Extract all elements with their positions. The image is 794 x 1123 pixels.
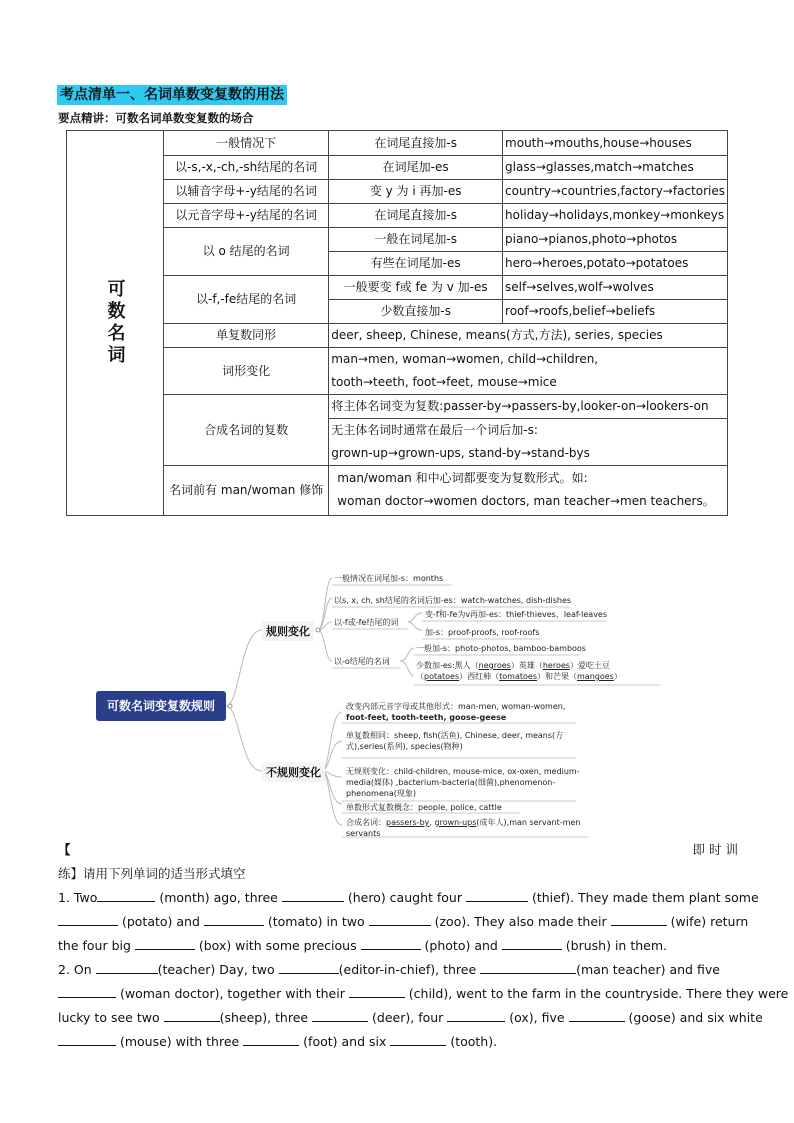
node-f-sub2: 加-s：proof-proofs, roof-roofs	[425, 628, 540, 637]
content-cell: deer, sheep, Chinese, means(方式,方法), series, species	[329, 324, 728, 348]
case-cell: 名词前有 man/woman 修饰	[164, 466, 329, 516]
table-row	[67, 276, 728, 300]
case-cell: 以-f,-fe结尾的名词	[164, 276, 329, 324]
answer-blank[interactable]	[502, 935, 562, 950]
table-row	[67, 395, 728, 419]
answer-blank[interactable]	[204, 911, 264, 926]
answer-blank[interactable]	[569, 1007, 625, 1022]
category-cell	[67, 131, 164, 516]
branch-regular: 规则变化	[262, 621, 314, 641]
exercise-title: 练】请用下列单词的适当形式填空	[58, 866, 246, 881]
node-plural: 单数形式复数概念：people, police, cattle	[346, 803, 502, 812]
section-title: 考点清单一、名词单数变复数的用法	[57, 85, 287, 105]
answer-blank[interactable]	[361, 935, 421, 950]
case-cell: 以元音字母+-y结尾的名词	[164, 204, 329, 228]
node-compound: 合成名词：passers-by, grown-ups(成年人),man servant-men servants	[346, 818, 581, 838]
answer-blank[interactable]	[390, 1031, 446, 1046]
content-cell: woman doctor→women doctors, man teacher→men teachers。	[329, 490, 728, 513]
answer-blank[interactable]	[243, 1031, 299, 1046]
example-cell: roof→roofs,belief→beliefs	[503, 300, 728, 324]
rule-cell: 在词尾加-es	[329, 156, 503, 180]
case-cell: 以 o 结尾的名词	[164, 228, 329, 276]
case-cell: 以辅音字母+-y结尾的名词	[164, 180, 329, 204]
table-row	[67, 324, 728, 348]
example-cell: country→countries,factory→factories	[503, 180, 728, 204]
answer-blank[interactable]	[164, 1007, 220, 1022]
content-cell: 无主体名词时通常在最后一个词后加-s:	[329, 419, 728, 443]
rule-cell: 少数直接加-s	[329, 300, 503, 324]
answer-blank[interactable]	[135, 935, 195, 950]
answer-blank[interactable]	[466, 887, 528, 902]
content-cell: man→men, woman→women, child→children,	[329, 348, 728, 372]
rule-cell: 在词尾直接加-s	[329, 131, 503, 156]
rule-cell: 变 y 为 i 再加-es	[329, 180, 503, 204]
content-cell: grown-up→grown-ups, stand-by→stand-bys	[329, 442, 728, 466]
content-cell: man/woman 和中心词都要变为复数形式。如:	[329, 466, 728, 491]
rule-cell: 有些在词尾加-es	[329, 252, 503, 276]
node-f-sub1: 变-f和-fe为v再加-es：thief-thieves，leaf-leaves	[425, 610, 608, 619]
content-cell	[329, 513, 728, 516]
node-o-sub2: 少数加-es:黑人（negroes）英雄（heroes）爱吃土豆 （potatoes）西红柿（tomatoes）和芒果（mangoes）	[416, 661, 622, 681]
table-row	[67, 466, 728, 491]
answer-blank[interactable]	[58, 911, 118, 926]
example-cell: piano→pianos,photo→photos	[503, 228, 728, 252]
answer-blank[interactable]	[279, 959, 339, 974]
node-none: 无规则变化：child-children, mouse-mice, ox-oxen, medium- media(媒体) ,bacterium-bacteria(细菌),phenomenon- phenomena(现象)	[346, 767, 580, 798]
branch-irregular: 不规则变化	[262, 762, 325, 782]
exercise-heading	[58, 838, 738, 862]
case-cell: 一般情况下	[164, 131, 329, 156]
answer-blank[interactable]	[369, 911, 431, 926]
rule-cell: 一般要变 f或 fe 为 v 加-es	[329, 276, 503, 300]
rule-cell: 一般在词尾加-s	[329, 228, 503, 252]
table-row	[67, 180, 728, 204]
answer-blank[interactable]	[447, 1007, 505, 1022]
answer-blank[interactable]	[58, 1031, 116, 1046]
node-f-label: 以-f或-fe结尾的词	[334, 618, 399, 627]
table-row	[67, 131, 728, 156]
case-cell: 合成名词的复数	[164, 395, 329, 466]
case-cell: 单复数同形	[164, 324, 329, 348]
category-label: 可数名词	[104, 279, 126, 367]
example-cell: glass→glasses,match→matches	[503, 156, 728, 180]
node-o-label: 以-o结尾的名词	[334, 657, 390, 666]
answer-blank[interactable]	[97, 887, 155, 902]
example-cell: holiday→holidays,monkey→monkeys	[503, 204, 728, 228]
rule-cell: 在词尾直接加-s	[329, 204, 503, 228]
question-1: 1. Two (month) ago, three (hero) caught four (thief). They made them plant some (potato) and (tomato) in two (zoo). They also made their (wife) return the four big (box) with some precious (photo) and (brush) in them.	[58, 886, 738, 958]
answer-blank[interactable]	[611, 911, 667, 926]
table-row	[67, 204, 728, 228]
case-cell: 以-s,-x,-ch,-sh结尾的名词	[164, 156, 329, 180]
exercise-title-right: 即 时 训	[692, 842, 738, 857]
table-row	[67, 348, 728, 372]
mindmap-root: 可数名词变复数规则	[96, 691, 226, 721]
answer-blank[interactable]	[480, 959, 576, 974]
answer-blank[interactable]	[58, 983, 116, 998]
exercise-bracket: 【	[58, 842, 71, 857]
example-cell: self→selves,wolf→wolves	[503, 276, 728, 300]
content-cell: tooth→teeth, foot→feet, mouse→mice	[329, 371, 728, 395]
content-cell: 将主体名词变为复数:passer-by→passers-by,looker-on→lookers-on	[329, 395, 728, 419]
case-cell: 词形变化	[164, 348, 329, 395]
answer-blank[interactable]	[349, 983, 405, 998]
table-row	[67, 228, 728, 252]
subtitle: 要点精讲：可数名词单数变复数的场合	[58, 111, 254, 125]
example-cell: hero→heroes,potato→potatoes	[503, 252, 728, 276]
plural-rules-table	[66, 130, 728, 516]
table-row	[67, 156, 728, 180]
node-general: 一般情况在词尾加-s：months	[334, 574, 444, 583]
node-es: 以s, x, ch, sh结尾的名词后加-es：watch-watches, dish-dishes	[334, 596, 572, 605]
node-o-sub1: 一般加-s：photo-photos, bamboo-bamboos	[416, 644, 586, 653]
question-2: 2. On (teacher) Day, two (editor-in-chief), three (man teacher) and five (woman doctor), together with their (child), went to the farm in the countryside. There they were lucky to see two (sheep), three (deer), four (ox), five (goose) and six white (mouse) with three (foot) and six (tooth).	[58, 958, 738, 1054]
answer-blank[interactable]	[282, 887, 344, 902]
node-same: 单复数相同：sheep, fish(活鱼), Chinese, deer, means(方 式),series(系列), species(物种)	[346, 731, 564, 751]
mindmap	[0, 555, 794, 845]
example-cell: mouth→mouths,house→houses	[503, 131, 728, 156]
answer-blank[interactable]	[96, 959, 158, 974]
node-vowel: 改变内部元音字母或其他形式：man-men, woman-women, foot-feet, tooth-teeth, goose-geese	[346, 702, 566, 722]
answer-blank[interactable]	[312, 1007, 368, 1022]
